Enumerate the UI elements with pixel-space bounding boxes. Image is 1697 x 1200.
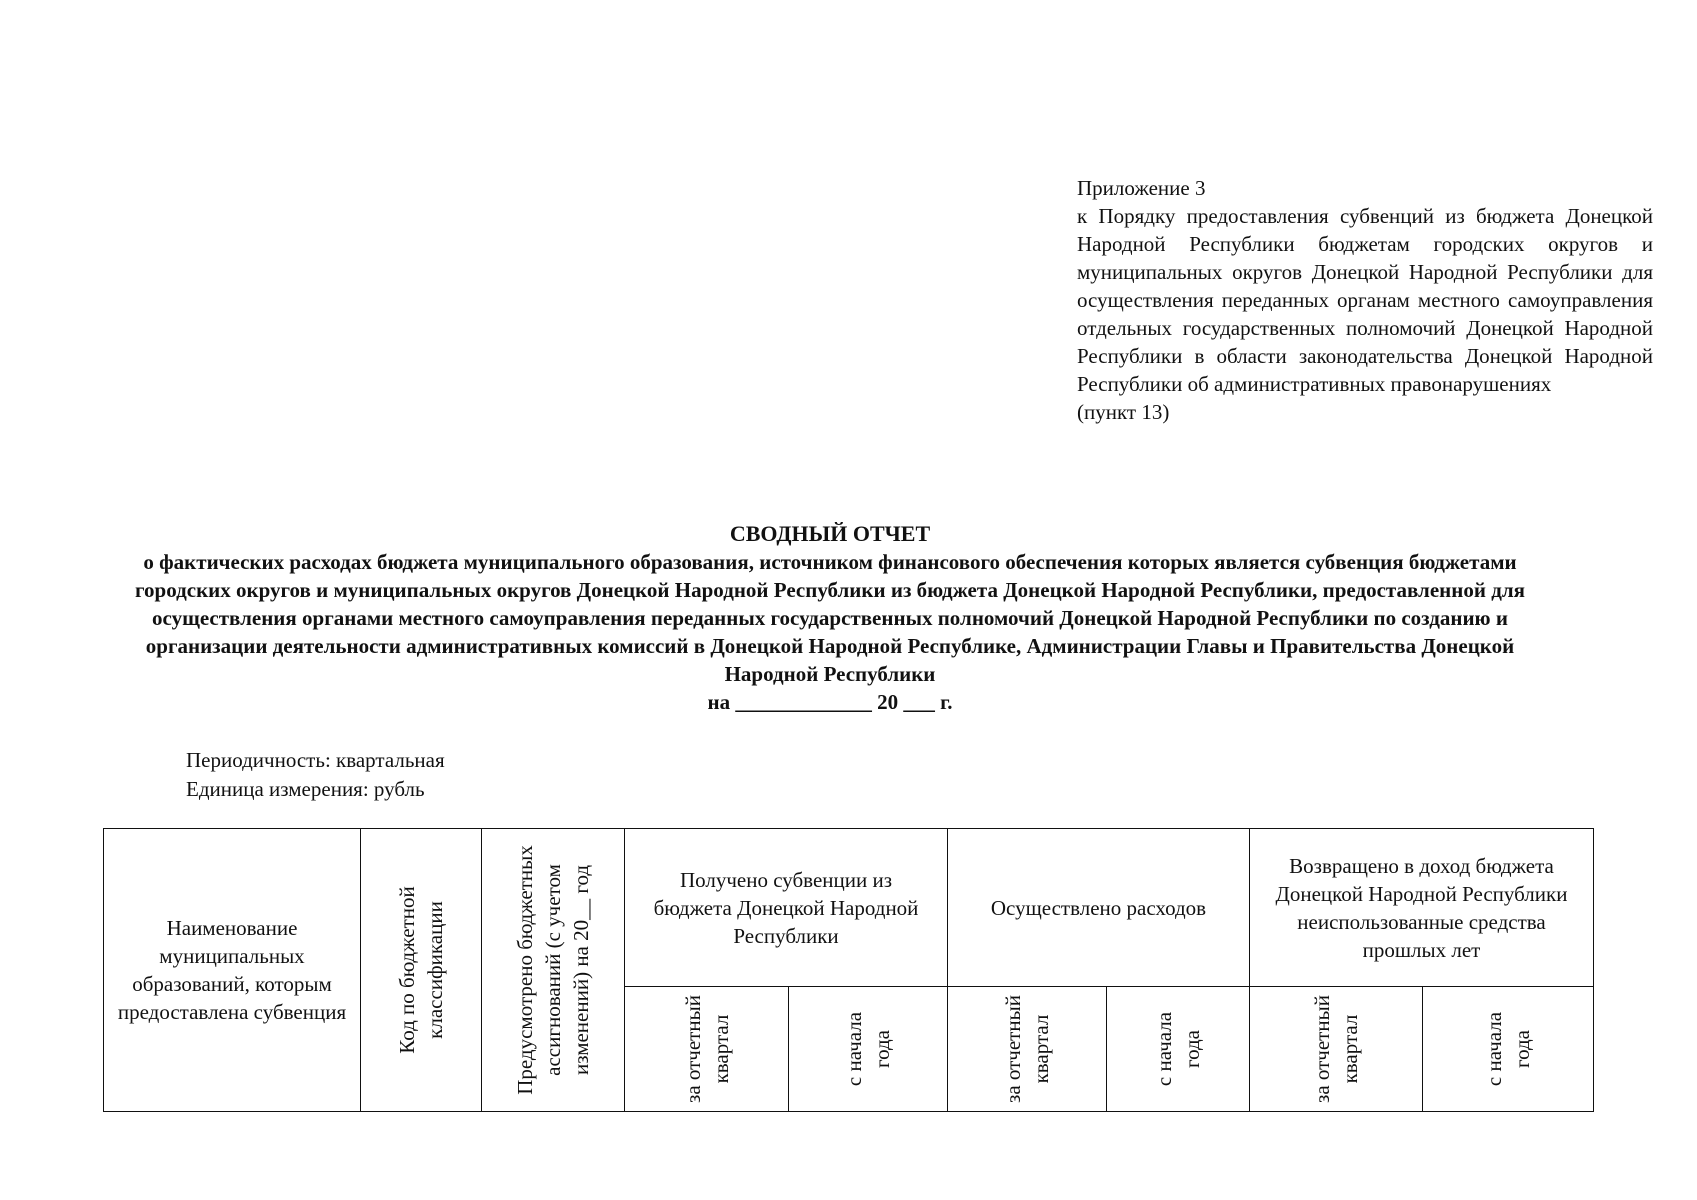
- report-meta: [186, 746, 445, 804]
- header-returned-funds: Возвращено в доход бюджета Донецкой Народной Республики неиспользованные средства прошлых лет: [1250, 829, 1594, 987]
- header-received-subvention: Получено субвенции из бюджета Донецкой Народной Республики: [625, 829, 948, 987]
- annex-title: Приложение 3: [1077, 176, 1206, 200]
- unit-of-measure: Единица измерения: рубль: [186, 777, 425, 801]
- report-date-line: на _____________ 20 ___ г.: [707, 690, 953, 714]
- header-received-year: с начала года: [789, 987, 948, 1112]
- header-budget-code: Код по бюджетной классификации: [361, 829, 482, 1112]
- annex-block: [1077, 174, 1653, 426]
- header-received-quarter: за отчетный квартал: [625, 987, 789, 1112]
- annex-text: к Порядку предоставления субвенций из бюджета Донецкой Народной Республики бюджетам городских округов и муниципальных округов Донецкой Народной Республики для осуществления переданных органам местного самоуправления отдельных государственных полномочий Донецкой Народной Республики в области законодательства Донецкой Народной Республики об административных правонарушениях: [1077, 204, 1653, 396]
- report-subtitle: о фактических расходах бюджета муниципального образования, источником финансового обеспечения которых является субвенция бюджетами городских округов и муниципальных округов Донецкой Народной Республики из бюджета Донецкой Народной Республики, предоставленной для осуществления органами местного самоуправления переданных государственных полномочий Донецкой Народной Республики по созданию и организации деятельности административных комиссий в Донецкой Народной Республике, Администрации Главы и Правительства Донецкой Народной Республики: [135, 550, 1525, 686]
- periodicity: Периодичность: квартальная: [186, 748, 445, 772]
- header-spent-year: с начала года: [1107, 987, 1250, 1112]
- report-title-block: [100, 520, 1560, 716]
- report-title: СВОДНЫЙ ОТЧЕТ: [729, 521, 931, 546]
- header-expenses: Осуществлено расходов: [948, 829, 1250, 987]
- header-municipality-name: Наименование муниципальных образований, которым предоставлена субвенция: [104, 829, 361, 1112]
- header-returned-quarter: за отчетный квартал: [1250, 987, 1423, 1112]
- header-planned-allocations: Предусмотрено бюджетных ассигнований (с учетом изменений) на 20__ год: [482, 829, 625, 1112]
- header-spent-quarter: за отчетный квартал: [948, 987, 1107, 1112]
- report-table: [103, 828, 1594, 1112]
- header-returned-year: с начала года: [1423, 987, 1594, 1112]
- annex-clause: (пункт 13): [1077, 400, 1170, 424]
